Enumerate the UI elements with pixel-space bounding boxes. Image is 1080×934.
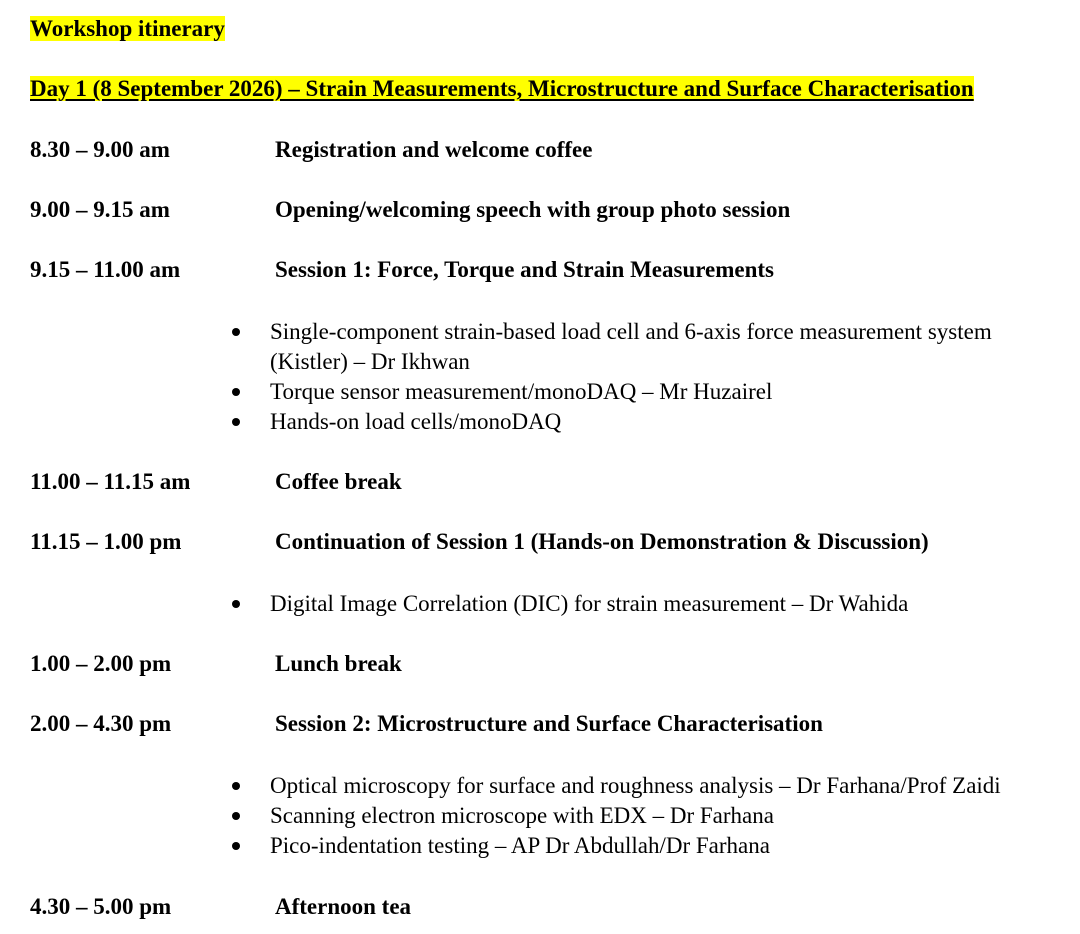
schedule-row (0, 709, 1080, 739)
schedule-time: 8.30 – 9.00 am (30, 137, 170, 162)
bullet-icon (232, 328, 240, 336)
list-item (0, 771, 1080, 801)
schedule-row (0, 467, 1080, 497)
continuation-list (0, 589, 1080, 619)
document-title: Workshop itinerary (30, 16, 225, 41)
list-item (0, 589, 1080, 619)
list-item-text: Torque sensor measurement/monoDAQ – Mr Huzairel (270, 379, 773, 404)
list-item-text: Optical microscopy for surface and roughness analysis – Dr Farhana/Prof Zaidi (270, 773, 1001, 798)
schedule-event: Continuation of Session 1 (Hands-on Demonstration & Discussion) (275, 529, 929, 554)
schedule-row (0, 195, 1080, 225)
schedule-time: 9.15 – 11.00 am (30, 257, 181, 282)
day-heading: Day 1 (8 September 2026) – Strain Measurements, Microstructure and Surface Characterisation (30, 76, 974, 101)
schedule-time: 1.00 – 2.00 pm (30, 651, 172, 676)
list-item (0, 377, 1080, 407)
list-item-text: Pico-indentation testing – AP Dr Abdullah/Dr Farhana (270, 833, 770, 858)
schedule-row (0, 649, 1080, 679)
bullet-icon (232, 842, 240, 850)
list-item-text: Scanning electron microscope with EDX – Dr Farhana (270, 803, 774, 828)
schedule-row (0, 255, 1080, 285)
list-item-text: Digital Image Correlation (DIC) for strain measurement – Dr Wahida (270, 591, 909, 616)
schedule-event: Session 1: Force, Torque and Strain Measurements (275, 257, 775, 282)
list-item (0, 407, 1080, 437)
bullet-icon (232, 388, 240, 396)
schedule-row (0, 892, 1080, 922)
schedule-time: 2.00 – 4.30 pm (30, 711, 172, 736)
list-item (0, 831, 1080, 861)
session2-list (0, 771, 1080, 861)
schedule-time: 9.00 – 9.15 am (30, 197, 170, 222)
schedule-time: 4.30 – 5.00 pm (30, 894, 172, 919)
schedule-time: 11.15 – 1.00 pm (30, 529, 182, 554)
list-item (0, 317, 1080, 377)
list-item-text: Single-component strain-based load cell and 6-axis force measurement system (Kistler) – Dr Ikhwan (270, 319, 992, 374)
list-item-text: Hands-on load cells/monoDAQ (270, 409, 562, 434)
schedule-event: Registration and welcome coffee (275, 137, 593, 162)
bullet-icon (232, 782, 240, 790)
schedule-event: Session 2: Microstructure and Surface Characterisation (275, 711, 823, 736)
schedule-row (0, 527, 1080, 557)
schedule-event: Afternoon tea (275, 894, 412, 919)
schedule-event: Lunch break (275, 651, 402, 676)
schedule-row (0, 135, 1080, 165)
bullet-icon (232, 812, 240, 820)
schedule-event: Opening/welcoming speech with group photo session (275, 197, 791, 222)
session1-list (0, 317, 1080, 437)
bullet-icon (232, 600, 240, 608)
schedule-time: 11.00 – 11.15 am (30, 469, 191, 494)
schedule-event: Coffee break (275, 469, 402, 494)
list-item (0, 801, 1080, 831)
bullet-icon (232, 418, 240, 426)
